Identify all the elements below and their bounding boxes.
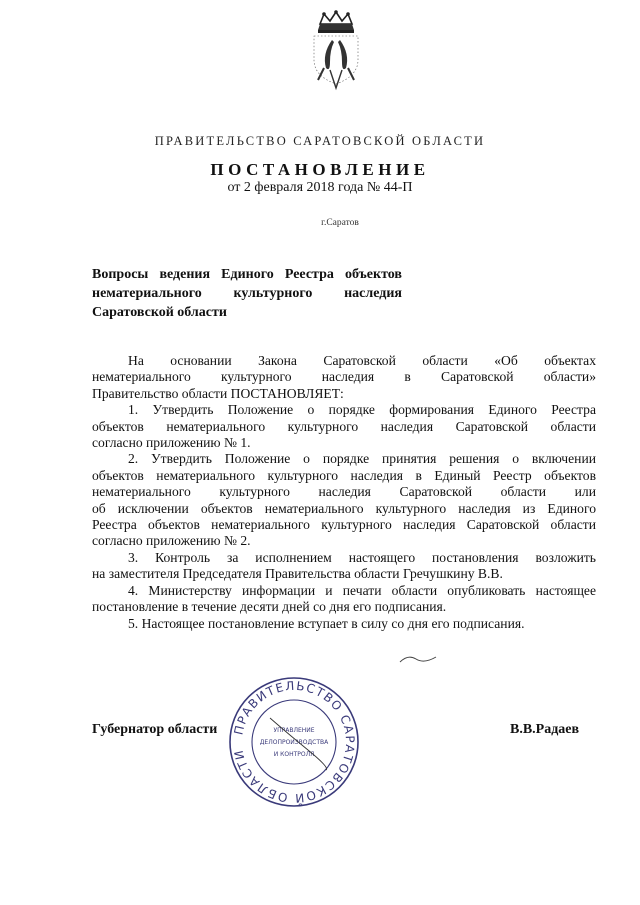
text-line: постановление в течение десяти дней со дня его подписания. bbox=[92, 599, 447, 615]
coat-of-arms-emblem bbox=[300, 10, 372, 92]
item-4-paragraph bbox=[92, 583, 596, 616]
text-line: об исключении объектов нематериального культурного наследия из Единого bbox=[92, 500, 596, 516]
text-line: На основании Закона Саратовской области «Об объектах bbox=[128, 353, 596, 368]
stamp-inner-line: И КОНТРОЛЯ bbox=[273, 751, 315, 758]
item-2-paragraph bbox=[92, 451, 596, 549]
text-line: 3. Контроль за исполнением настоящего постановления возложить bbox=[128, 549, 596, 565]
text-line: Реестра объектов нематериального культурного наследия Саратовской области bbox=[92, 517, 596, 533]
official-stamp bbox=[226, 674, 362, 810]
item-1-paragraph bbox=[92, 402, 596, 451]
subject-line: нематериального культурного наследия bbox=[92, 286, 402, 301]
document-type-title: ПОСТАНОВЛЕНИЕ bbox=[210, 160, 430, 179]
text-line: 5. Настоящее постановление вступает в силу со дня его подписания. bbox=[128, 615, 525, 631]
text-line: согласно приложению № 2. bbox=[92, 533, 251, 549]
item-3-paragraph bbox=[92, 550, 596, 583]
text-line: на заместителя Председателя Правительства области Гречушкину В.В. bbox=[92, 566, 503, 582]
stamp-inner-line: ДЕЛОПРОИЗВОДСТВА bbox=[259, 739, 329, 746]
text-line: объектов нематериального культурного наследия в Единый Реестр объектов bbox=[92, 467, 596, 483]
text-line: согласно приложению № 1. bbox=[92, 435, 251, 451]
document-date-number: от 2 февраля 2018 года № 44-П bbox=[227, 180, 413, 195]
document-subject bbox=[92, 265, 402, 322]
item-5-paragraph bbox=[92, 616, 596, 632]
text-line: 2. Утвердить Положение о порядке принятия решения о включении bbox=[128, 451, 596, 467]
subject-line: Вопросы ведения Единого Реестра объектов bbox=[92, 267, 402, 282]
document-body bbox=[92, 353, 596, 632]
intro-paragraph bbox=[92, 353, 596, 402]
handwritten-mark bbox=[398, 650, 438, 668]
text-line: нематериального культурного наследия Саратовской области или bbox=[92, 484, 596, 500]
text-line: объектов нематериального культурного наследия Саратовской области bbox=[92, 418, 596, 434]
signatory-name: В.В.Радаев bbox=[510, 722, 580, 737]
stamp-inner-line: УПРАВЛЕНИЕ bbox=[273, 727, 315, 734]
subject-line: Саратовской области bbox=[92, 305, 227, 320]
document-city: г.Саратов bbox=[321, 218, 359, 228]
text-line: Правительство области ПОСТАНОВЛЯЕТ: bbox=[92, 385, 344, 401]
stamp-outer-text: ПРАВИТЕЛЬСТВО САРАТОВСКОЙ ОБЛАСТИ bbox=[231, 678, 358, 806]
text-line: 1. Утвердить Положение о порядке формирования Единого Реестра bbox=[128, 402, 596, 418]
text-line: 4. Министерству информации и печати области опубликовать настоящее bbox=[128, 582, 596, 598]
text-line: нематериального культурного наследия в Саратовской области» bbox=[92, 369, 596, 385]
government-name: ПРАВИТЕЛЬСТВО САРАТОВСКОЙ ОБЛАСТИ bbox=[154, 134, 486, 148]
signatory-title: Губернатор области bbox=[92, 722, 218, 737]
